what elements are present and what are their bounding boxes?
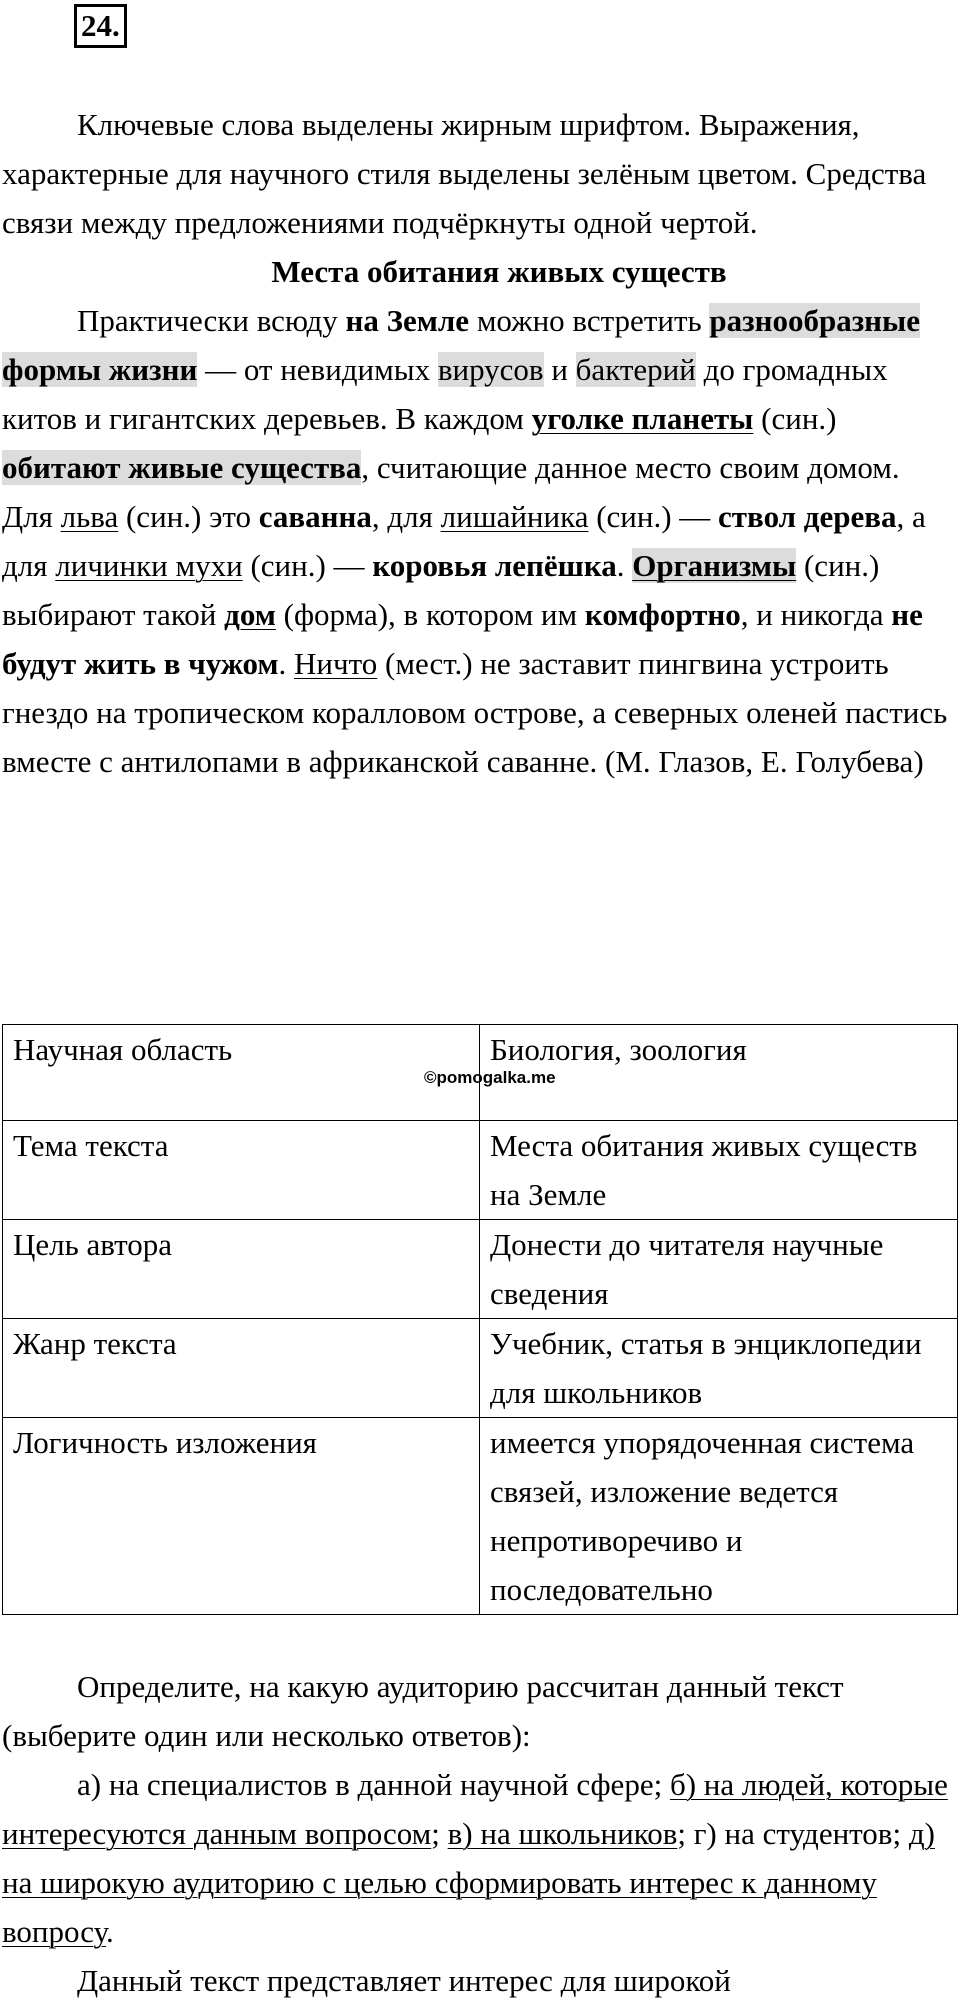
keyword: на Земле xyxy=(345,303,470,338)
keyword: коровья лепёшка xyxy=(372,548,617,583)
passage-fragment: Практически всюду xyxy=(77,303,346,338)
keyword-highlight-link: Организмы xyxy=(632,548,797,583)
row-value: Места обитания живых существ на Земле xyxy=(480,1121,958,1220)
passage-fragment: (син.) это xyxy=(118,499,259,534)
passage-fragment: и xyxy=(543,352,576,387)
passage-fragment: (син.) xyxy=(753,401,837,436)
passage xyxy=(2,296,956,786)
question-text: Определите, на какую аудиторию рассчитан данный текст (выберите один или несколько ответов): xyxy=(2,1669,844,1753)
passage-fragment: . xyxy=(278,646,295,681)
passage-fragment: до громадных китов и гигантских деревьев. В каждом xyxy=(2,352,888,436)
intro-paragraph xyxy=(2,100,956,247)
row-value: Учебник, статья в энциклопедии для школьников xyxy=(480,1319,958,1418)
answer-a: а) на специалистов в данной научной сфере; xyxy=(77,1767,663,1802)
passage-fragment: (син.) выбирают такой xyxy=(2,548,880,632)
table-row xyxy=(3,1418,958,1615)
link-word: Ничто xyxy=(294,646,378,681)
row-label: Жанр текста xyxy=(3,1319,480,1418)
row-value: Донести до читателя научные сведения xyxy=(480,1220,958,1319)
passage-fragment: (форма), в котором им xyxy=(275,597,585,632)
passage-fragment: . xyxy=(616,548,633,583)
link-word: лишайника xyxy=(440,499,589,534)
keyword: саванна xyxy=(258,499,372,534)
keyword: ствол дерева xyxy=(718,499,897,534)
link-word: льва xyxy=(60,499,119,534)
intro-line: подчёркнуты одной чертой. xyxy=(392,205,758,240)
keyword-highlight: разнообразные формы жизни xyxy=(2,303,920,387)
answer-e: д) на широкую аудиторию с целью сформировать интерес к данному вопросу xyxy=(2,1816,935,1949)
keyword-highlight: обитают живые существа xyxy=(2,450,362,485)
keyword-link: дом xyxy=(224,597,276,632)
keyword-link: уголке планеты xyxy=(531,401,754,436)
table-row xyxy=(3,1220,958,1319)
answer-b: б) на людей, которые интересуются данным вопросом xyxy=(2,1767,948,1851)
passage-fragment: (син.) — xyxy=(588,499,719,534)
intro-line: Ключевые слова выделены жирным шрифтом. xyxy=(77,107,692,142)
passage-fragment: — от невидимых xyxy=(197,352,438,387)
row-label: Цель автора xyxy=(3,1220,480,1319)
watermark: ©pomogalka.me xyxy=(424,1068,556,1087)
passage-fragment: , для xyxy=(371,499,441,534)
row-value: Биология, зоология xyxy=(480,1025,958,1121)
table-row xyxy=(3,1319,958,1418)
answer-c: в) на школьников xyxy=(447,1816,678,1851)
intro-line: Выражения, характерные для научного стиля выделены xyxy=(2,107,860,191)
passage-fragment: можно встретить xyxy=(469,303,710,338)
answer-options: а) на специалистов в данной научной сфере; б) на людей, которые интересуются данным вопросом; в) на школьников; г) на студентов; д) на широкую аудиторию с целью сформировать интерес к данному вопросу. xyxy=(2,1767,948,1949)
info-table xyxy=(2,1024,958,1615)
answer-list xyxy=(2,1760,956,1956)
keyword: комфортно xyxy=(584,597,741,632)
passage-fragment: , а для xyxy=(2,499,926,583)
passage-fragment: (мест.) не заставит пингвина устроить гнездо на тропическом коралловом острове, а северных оленей пастись вместе с антилопами в африканской саванне. (М. Глазов, Е. Голубева) xyxy=(2,646,948,779)
passage-fragment: , считающие данное место своим домом. Для xyxy=(2,450,900,534)
passage-fragment: , и никогда xyxy=(740,597,892,632)
intro-line: зелёным цветом. Средства связи между предложениями xyxy=(2,156,927,240)
passage-fragment: (син.) — xyxy=(242,548,373,583)
row-label: Научная область xyxy=(3,1025,480,1121)
row-value: имеется упорядоченная система связей, изложение ведется непротиворечиво и последовательно xyxy=(480,1418,958,1615)
term-highlight: вирусов xyxy=(437,352,544,387)
term-highlight: бактерий xyxy=(575,352,696,387)
question-block xyxy=(2,1662,956,2005)
text-title: Места обитания живых существ xyxy=(271,254,727,289)
keyword: не будут жить в чужом xyxy=(2,597,923,681)
main-text xyxy=(2,100,956,786)
row-label: Логичность изложения xyxy=(3,1418,480,1615)
table-row xyxy=(3,1121,958,1220)
task-number: 24. xyxy=(74,4,127,48)
row-label: Тема текста xyxy=(3,1121,480,1220)
conclusion-text: Данный текст представляет интерес для широкой xyxy=(77,1963,731,1998)
answer-d: г) на студентов; xyxy=(693,1816,902,1851)
link-word: личинки мухи xyxy=(55,548,243,583)
